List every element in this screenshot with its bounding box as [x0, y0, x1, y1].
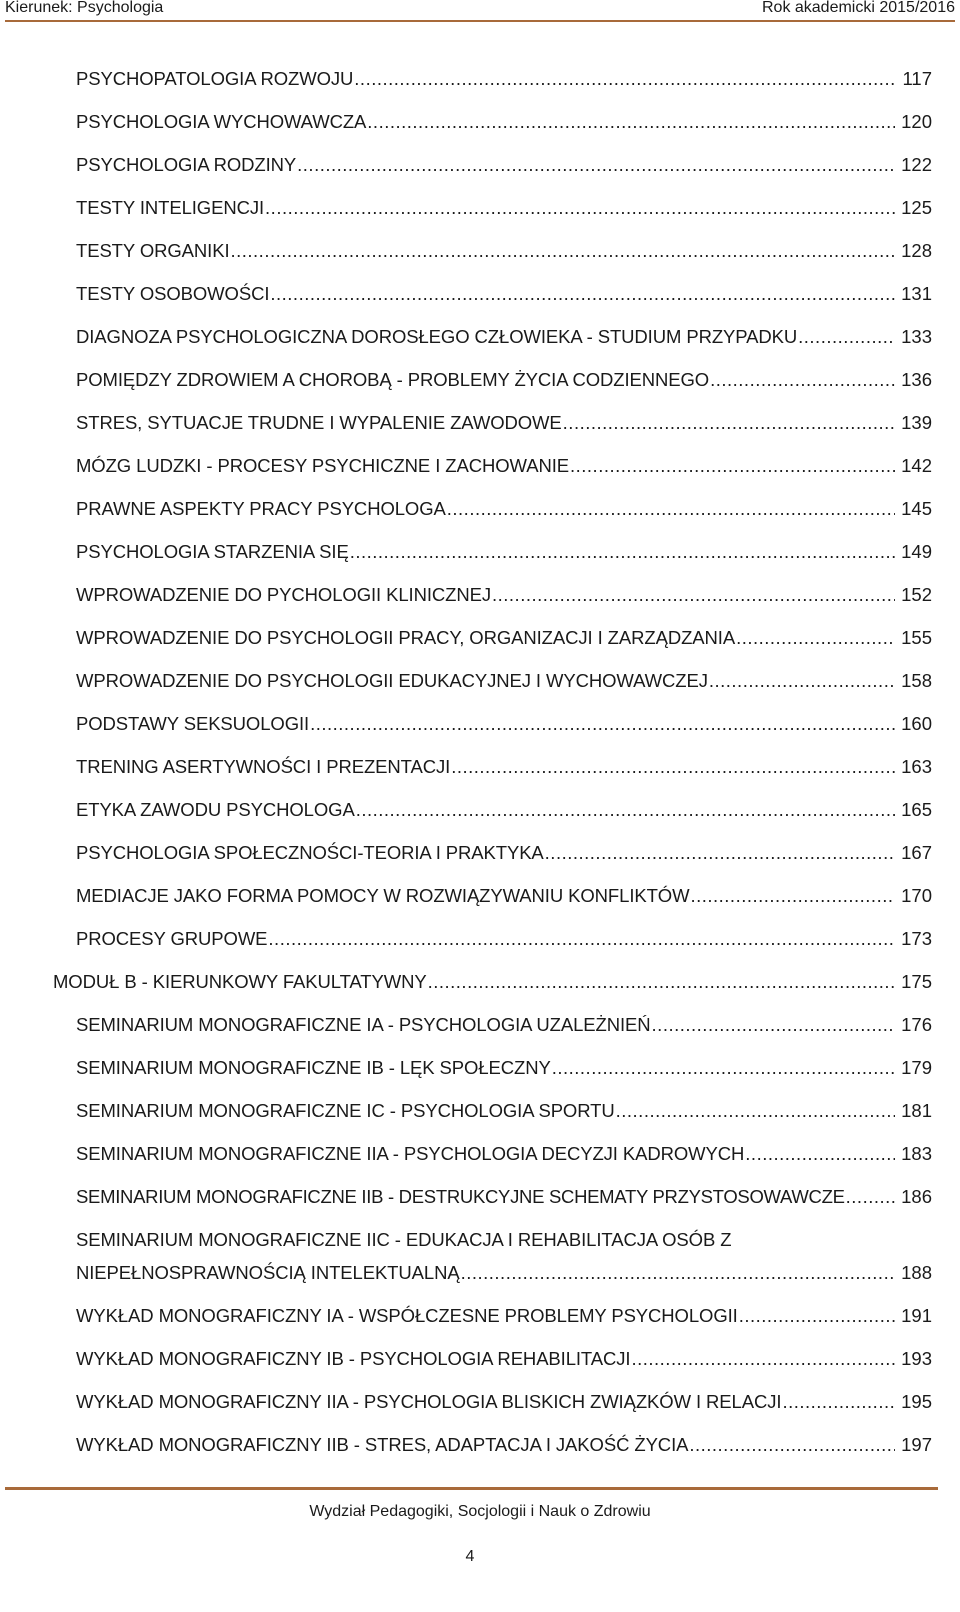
toc-entry-page: 149: [901, 541, 932, 562]
toc-entry-title: SEMINARIUM MONOGRAFICZNE IIA - PSYCHOLOGIA DECYZJI KADROWYCH: [76, 1143, 745, 1164]
toc-dot-leader: [270, 283, 895, 305]
toc-dot-leader: [265, 197, 895, 219]
page-number: 4: [465, 1548, 475, 1565]
toc-dot-leader: [689, 1434, 895, 1456]
toc-dot-leader: [545, 842, 895, 864]
toc-entry[interactable]: [0, 326, 960, 369]
toc-entry-title: MEDIACJE JAKO FORMA POMOCY W ROZWIĄZYWANIU KONFLIKTÓW: [76, 885, 690, 906]
toc-dot-leader: [367, 111, 895, 133]
table-of-contents: [0, 68, 960, 1477]
toc-entry[interactable]: [0, 1229, 960, 1305]
toc-dot-leader: [631, 1348, 895, 1370]
toc-dot-leader: [652, 1014, 895, 1036]
toc-entry-title: PODSTAWY SEKSUOLOGII: [76, 713, 310, 734]
toc-entry[interactable]: [0, 1057, 960, 1100]
toc-entry-page: 173: [901, 928, 932, 949]
toc-dot-leader: [230, 240, 895, 262]
toc-entry-page: 125: [901, 197, 932, 218]
toc-entry-page: 128: [901, 240, 932, 261]
toc-entry[interactable]: [0, 799, 960, 842]
toc-dot-leader: [552, 1057, 895, 1079]
toc-dot-leader: [354, 68, 895, 90]
toc-entry-page: 136: [901, 369, 932, 390]
toc-entry-page: 131: [901, 283, 932, 304]
toc-entry-title: WYKŁAD MONOGRAFICZNY IIA - PSYCHOLOGIA BLISKICH ZWIĄZKÓW I RELACJI: [76, 1391, 782, 1412]
toc-dot-leader: [356, 799, 895, 821]
toc-entry-title: WYKŁAD MONOGRAFICZNY IA - WSPÓŁCZESNE PROBLEMY PSYCHOLOGII: [76, 1305, 738, 1326]
toc-entry-page: 186: [901, 1186, 932, 1207]
toc-dot-leader: [297, 154, 895, 176]
toc-entry[interactable]: [0, 154, 960, 197]
toc-entry-title: POMIĘDZY ZDROWIEM A CHOROBĄ - PROBLEMY ŻYCIA CODZIENNEGO: [76, 369, 710, 390]
toc-dot-leader: [461, 1262, 895, 1284]
toc-entry[interactable]: [0, 584, 960, 627]
toc-entry-page: 193: [901, 1348, 932, 1369]
toc-entry-page: 195: [901, 1391, 932, 1412]
toc-dot-leader: [268, 928, 895, 950]
toc-entry[interactable]: [0, 885, 960, 928]
toc-entry-page: 179: [901, 1057, 932, 1078]
toc-entry-page: 183: [901, 1143, 932, 1164]
toc-dot-leader: [690, 885, 895, 907]
toc-entry-title: PSYCHOPATOLOGIA ROZWOJU: [76, 68, 354, 89]
toc-dot-leader: [616, 1100, 895, 1122]
toc-entry-page: 117: [902, 68, 932, 89]
toc-entry[interactable]: [0, 1434, 960, 1477]
toc-entry-title-line1: SEMINARIUM MONOGRAFICZNE IIC - EDUKACJA I REHABILITACJA OSÓB Z: [76, 1229, 732, 1250]
toc-entry-title: WYKŁAD MONOGRAFICZNY IB - PSYCHOLOGIA REHABILITACJI: [76, 1348, 631, 1369]
toc-entry-title: PRAWNE ASPEKTY PRACY PSYCHOLOGA: [76, 498, 446, 519]
toc-entry-title: WPROWADZENIE DO PSYCHOLOGII PRACY, ORGANIZACJI I ZARZĄDZANIA: [76, 627, 736, 648]
toc-dot-leader: [736, 627, 895, 649]
toc-dot-leader: [739, 1305, 895, 1327]
toc-entry-title: TESTY OSOBOWOŚCI: [76, 283, 270, 304]
footer-faculty: Wydział Pedagogiki, Socjologii i Nauk o Zdrowiu: [309, 1503, 651, 1520]
toc-entry[interactable]: [0, 369, 960, 412]
toc-dot-leader: [451, 756, 895, 778]
toc-dot-leader: [428, 971, 895, 993]
footer-divider: [5, 1487, 938, 1490]
toc-dot-leader: [710, 369, 895, 391]
toc-entry[interactable]: [0, 111, 960, 154]
toc-entry-page: 152: [901, 584, 932, 605]
toc-entry[interactable]: [0, 842, 960, 885]
toc-entry[interactable]: [0, 498, 960, 541]
toc-entry-page: 139: [901, 412, 932, 433]
toc-entry-page: 160: [901, 713, 932, 734]
toc-entry-page: 170: [901, 885, 932, 906]
toc-entry-page: 197: [901, 1434, 932, 1455]
toc-entry[interactable]: [0, 670, 960, 713]
toc-dot-leader: [570, 455, 895, 477]
header-academic-year: Rok akademicki 2015/2016: [761, 0, 955, 16]
toc-dot-leader: [846, 1186, 895, 1208]
page-header: [0, 0, 960, 22]
toc-entry[interactable]: [0, 1143, 960, 1186]
toc-entry[interactable]: [0, 1014, 960, 1057]
toc-dot-leader: [310, 713, 895, 735]
toc-entry[interactable]: [0, 713, 960, 756]
toc-entry-title: TESTY INTELIGENCJI: [76, 197, 265, 218]
header-divider: [5, 20, 955, 22]
toc-entry-page: 188: [901, 1262, 932, 1283]
toc-dot-leader: [798, 326, 895, 348]
toc-entry-page: 122: [901, 154, 932, 175]
toc-entry[interactable]: [0, 283, 960, 326]
toc-dot-leader: [709, 670, 895, 692]
toc-entry-title: WPROWADZENIE DO PSYCHOLOGII EDUKACYJNEJ I WYCHOWAWCZEJ: [76, 670, 708, 691]
toc-dot-leader: [563, 412, 895, 434]
toc-entry-title: PSYCHOLOGIA WYCHOWAWCZA: [76, 111, 367, 132]
toc-entry-page: 167: [901, 842, 932, 863]
toc-entry[interactable]: [0, 197, 960, 240]
toc-entry[interactable]: [0, 1186, 960, 1229]
toc-entry-title: MÓZG LUDZKI - PROCESY PSYCHICZNE I ZACHOWANIE: [76, 455, 569, 476]
toc-entry[interactable]: [0, 971, 960, 1014]
toc-entry-page: 175: [901, 971, 932, 992]
toc-entry-page: 181: [901, 1100, 932, 1121]
toc-entry-title: PSYCHOLOGIA STARZENIA SIĘ: [76, 541, 349, 562]
toc-entry[interactable]: [0, 1348, 960, 1391]
toc-entry-title: NIEPEŁNOSPRAWNOŚCIĄ INTELEKTUALNĄ: [76, 1262, 460, 1283]
toc-entry-page: 191: [901, 1305, 932, 1326]
toc-entry-page: 155: [901, 627, 932, 648]
toc-entry-title: WPROWADZENIE DO PYCHOLOGII KLINICZNEJ: [76, 584, 491, 605]
toc-entry-title: SEMINARIUM MONOGRAFICZNE IIB - DESTRUKCYJNE SCHEMATY PRZYSTOSOWAWCZE: [76, 1186, 845, 1207]
toc-entry-title: TESTY ORGANIKI: [76, 240, 230, 261]
toc-entry[interactable]: [0, 627, 960, 670]
toc-entry-page: 120: [901, 111, 932, 132]
toc-dot-leader: [745, 1143, 895, 1165]
toc-entry-page: 145: [901, 498, 932, 519]
toc-entry-title: PSYCHOLOGIA SPOŁECZNOŚCI-TEORIA I PRAKTYKA: [76, 842, 544, 863]
toc-entry[interactable]: [0, 1305, 960, 1348]
toc-entry[interactable]: [0, 68, 960, 111]
toc-dot-leader: [782, 1391, 895, 1413]
toc-entry-page: 133: [901, 326, 932, 347]
toc-entry-title: SEMINARIUM MONOGRAFICZNE IA - PSYCHOLOGIA UZALEŻNIEŃ: [76, 1014, 651, 1035]
toc-entry-page: 163: [901, 756, 932, 777]
header-program: Kierunek: Psychologia: [5, 0, 164, 16]
toc-entry[interactable]: [0, 1100, 960, 1143]
toc-entry[interactable]: [0, 455, 960, 498]
toc-entry-title: SEMINARIUM MONOGRAFICZNE IC - PSYCHOLOGIA SPORTU: [76, 1100, 615, 1121]
toc-entry-page: 165: [901, 799, 932, 820]
toc-entry-title: ETYKA ZAWODU PSYCHOLOGA: [76, 799, 355, 820]
toc-dot-leader: [350, 541, 895, 563]
toc-entry[interactable]: [0, 240, 960, 283]
toc-entry[interactable]: [0, 756, 960, 799]
toc-entry[interactable]: [0, 412, 960, 455]
toc-entry-title: TRENING ASERTYWNOŚCI I PREZENTACJI: [76, 756, 451, 777]
toc-entry-page: 176: [901, 1014, 932, 1035]
toc-entry-title: PROCESY GRUPOWE: [76, 928, 268, 949]
toc-entry-title: MODUŁ B - KIERUNKOWY FAKULTATYWNY: [53, 971, 427, 992]
toc-entry-page: 158: [901, 670, 932, 691]
toc-entry-page: 142: [901, 455, 932, 476]
toc-entry[interactable]: [0, 1391, 960, 1434]
toc-dot-leader: [492, 584, 895, 606]
toc-entry-title: WYKŁAD MONOGRAFICZNY IIB - STRES, ADAPTACJA I JAKOŚĆ ŻYCIA: [76, 1434, 689, 1455]
toc-entry-title: PSYCHOLOGIA RODZINY: [76, 154, 297, 175]
toc-entry[interactable]: [0, 541, 960, 584]
toc-dot-leader: [447, 498, 895, 520]
toc-entry-title: SEMINARIUM MONOGRAFICZNE IB - LĘK SPOŁECZNY: [76, 1057, 551, 1078]
toc-entry-title: STRES, SYTUACJE TRUDNE I WYPALENIE ZAWODOWE: [76, 412, 562, 433]
toc-entry-title: DIAGNOZA PSYCHOLOGICZNA DOROSŁEGO CZŁOWIEKA - STUDIUM PRZYPADKU: [76, 326, 798, 347]
toc-entry[interactable]: [0, 928, 960, 971]
